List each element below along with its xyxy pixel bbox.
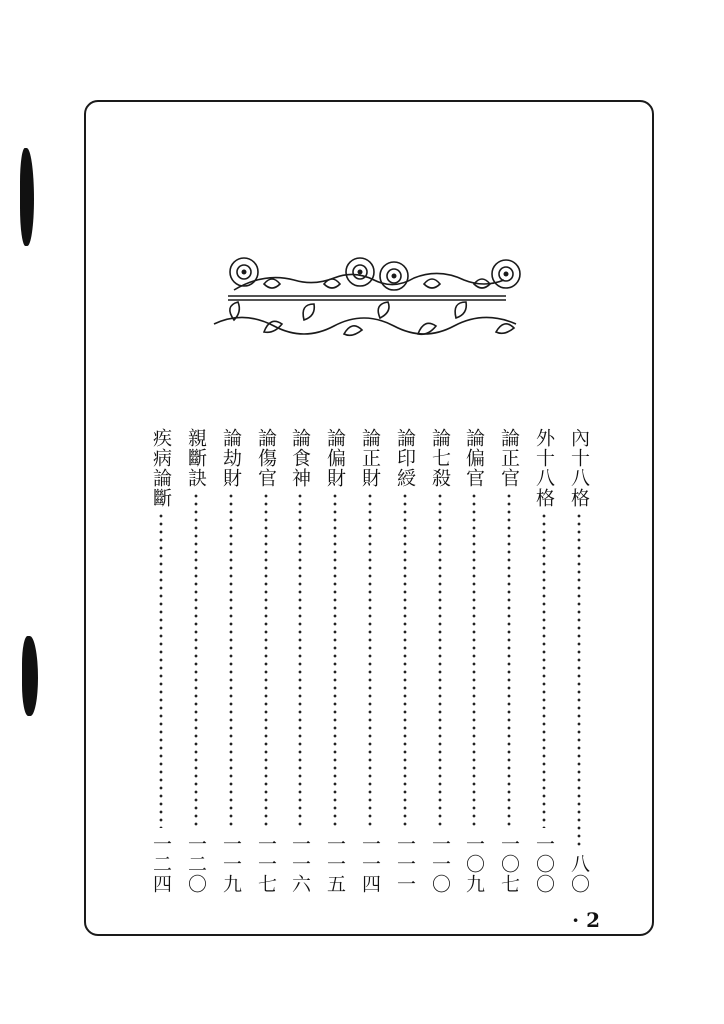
toc-entry-title: 論偏官 xyxy=(463,428,485,488)
toc-entry-title: 論偏財 xyxy=(324,428,346,488)
toc-entry-title: 論印綬 xyxy=(394,428,416,488)
toc-entry[interactable] xyxy=(529,428,559,894)
toc-entry-title: 內十八格 xyxy=(568,428,590,508)
toc-entry-page: 一一四 xyxy=(359,834,381,894)
dot-leader xyxy=(438,492,442,828)
dot-leader xyxy=(507,492,511,828)
table-of-contents xyxy=(146,428,594,894)
toc-entry[interactable] xyxy=(320,428,350,894)
dot-leader xyxy=(368,492,372,828)
toc-entry-title: 論傷官 xyxy=(255,428,277,488)
dot-leader xyxy=(577,512,581,848)
toc-entry-page: 一二四 xyxy=(150,834,172,894)
toc-entry-page: 一一五 xyxy=(324,834,346,894)
toc-entry-page: 一一六 xyxy=(289,834,311,894)
toc-entry-page: 一一〇 xyxy=(429,834,451,894)
dot-leader xyxy=(159,512,163,828)
toc-entry-title: 論正財 xyxy=(359,428,381,488)
toc-entry-page: 一〇七 xyxy=(498,834,520,894)
ornament-icon xyxy=(204,250,530,352)
toc-entry-title: 外十八格 xyxy=(533,428,555,508)
toc-entry-title: 親斷訣 xyxy=(185,428,207,488)
toc-entry-title: 論七殺 xyxy=(429,428,451,488)
toc-entry-title: 論劫財 xyxy=(220,428,242,488)
toc-entry-page: 一一七 xyxy=(255,834,277,894)
toc-entry[interactable] xyxy=(459,428,489,894)
toc-entry-page: 一一九 xyxy=(220,834,242,894)
toc-entry-page: 一〇〇 xyxy=(533,834,555,894)
toc-entry-page: 一二〇 xyxy=(185,834,207,894)
toc-entry-page: 八〇 xyxy=(568,854,590,894)
page-number: · 2 xyxy=(572,908,600,932)
toc-entry[interactable] xyxy=(216,428,246,894)
dot-leader xyxy=(333,492,337,828)
toc-entry[interactable] xyxy=(564,428,594,894)
dot-leader xyxy=(229,492,233,828)
dot-leader xyxy=(264,492,268,828)
toc-entry[interactable] xyxy=(355,428,385,894)
toc-entry[interactable] xyxy=(425,428,455,894)
toc-entry[interactable] xyxy=(146,428,176,894)
toc-entry[interactable] xyxy=(251,428,281,894)
toc-entry-page: 一〇九 xyxy=(463,834,485,894)
toc-entry[interactable] xyxy=(285,428,315,894)
toc-entry[interactable] xyxy=(390,428,420,894)
toc-entry-title: 論食神 xyxy=(289,428,311,488)
dot-leader xyxy=(298,492,302,828)
dot-leader xyxy=(194,492,198,828)
toc-entry-page: 一一一 xyxy=(394,834,416,894)
scan-edge-mark xyxy=(22,636,38,716)
toc-entry[interactable] xyxy=(181,428,211,894)
toc-entry-title: 疾病論斷 xyxy=(150,428,172,508)
toc-entry[interactable] xyxy=(494,428,524,894)
scan-edge-mark xyxy=(20,148,34,246)
dot-leader xyxy=(542,512,546,828)
dot-leader xyxy=(403,492,407,828)
dot-leader xyxy=(472,492,476,828)
toc-entry-title: 論正官 xyxy=(498,428,520,488)
